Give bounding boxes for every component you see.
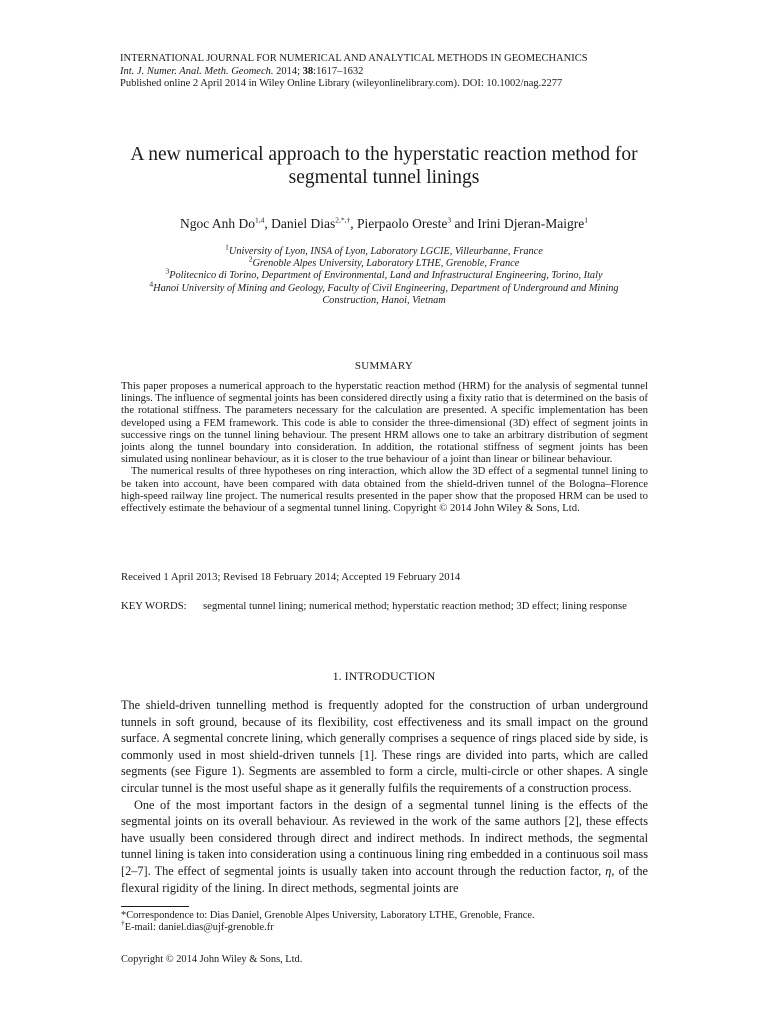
introduction-body	[121, 697, 648, 896]
publication-info: Published online 2 April 2014 in Wiley Online Library (wileyonlinelibrary.com). DOI: 10.1002/nag.2277	[120, 78, 563, 89]
abstract	[121, 380, 648, 514]
author-separator: ,	[350, 216, 358, 231]
author-name: Ngoc Anh Do	[180, 216, 256, 231]
affiliation	[84, 266, 684, 282]
copyright-notice: Copyright © 2014 John Wiley & Sons, Ltd.	[121, 954, 303, 965]
section-heading-introduction: 1. INTRODUCTION	[332, 669, 436, 683]
affiliation-text: Grenoble Alpes University, Laboratory LTHE, Grenoble, France	[252, 258, 520, 270]
journal-abbreviation: Int. J. Numer. Anal. Meth. Geomech.	[120, 65, 274, 77]
paper-title	[84, 143, 684, 189]
affiliation-text: Hanoi University of Mining and Geology, Faculty of Civil Engineering, Department of Underground and Mining	[153, 282, 619, 294]
summary-heading: SUMMARY	[354, 360, 414, 372]
body-paragraph	[121, 797, 648, 897]
citation-pages: :1617–1632	[313, 65, 364, 77]
author-name: Pierpaolo Oreste	[357, 216, 448, 231]
body-text: , of the flexural rigidity of the lining. In direct methods, segmental joints are	[121, 863, 648, 895]
author-name: Irini Djeran-Maigre	[477, 216, 585, 231]
title-line-1: A new numerical approach to the hyperstatic reaction method for	[130, 144, 638, 165]
citation-line	[120, 66, 588, 79]
affiliation-text: University of Lyon, INSA of Lyon, Laboratory LGCIE, Villeurbanne, France	[228, 246, 543, 257]
keywords-text: segmental tunnel lining; numerical method; hyperstatic reaction method; 3D effect; lining response	[203, 600, 627, 612]
footnotes	[121, 910, 535, 935]
body-paragraph: The shield-driven tunnelling method is frequently adopted for the construction of urban underground tunnels in soft ground, because of its flexibility, cost effectiveness and its small impact on the ground surface. A segmental concrete lining, which generally comprises a sequence of rings placed side by side, is commonly used in most shield-driven tunnels [1]. These rings are divided into parts, which are called segments (see Figure 1). Segments are assembled to form a circle, multi-circle or other shapes. A single circular tunnel is the most useful shape as it generally fulfils the requirements of a construction process.	[121, 698, 648, 795]
affiliation-mark: 3	[165, 266, 170, 276]
author-affiliation-mark: 1,4	[255, 215, 265, 225]
affiliation-mark: 1	[225, 242, 229, 252]
title-line-2: segmental tunnel linings	[288, 167, 480, 188]
dagger-mark: †	[121, 918, 125, 928]
keywords-label: KEY WORDS:	[121, 600, 187, 612]
abstract-paragraph: The numerical results of three hypotheses on ring interaction, which allow the 3D effect of a segmental tunnel lining to be taken into account, have been compared with data obtained from the shield-driven tunnel of the Bologna–Florence high-speed railway line project. The numerical results presented in the paper show that the proposed HRM can be used to effectively estimate the behaviour of a segmental tunnel lining. Copyright © 2014 John Wiley & Sons, Ltd.	[121, 465, 648, 515]
affiliation-mark: 2	[248, 254, 253, 264]
affiliation-text: Politecnico di Torino, Department of Environmental, Land and Infrastructural Engineering, Torino, Italy	[169, 270, 603, 282]
journal-header	[120, 53, 588, 91]
eta-symbol: η	[605, 863, 612, 878]
correspondence-footnote: *Correspondence to: Dias Daniel, Grenoble Alpes University, Laboratory LTHE, Grenoble, France.	[121, 910, 535, 921]
body-text: One of the most important factors in the design of a segmental tunnel lining is the effects of the segmental joints on its overall behaviour. As reviewed in the work of the same authors [2], these effects have usually been considered through direct and indirect methods. In indirect methods, the segmental tunnel lining is taken into consideration using a continuous lining ring embedded in a continuous soil mass [2–7]. The effect of segmental joints is usually taken into account through the reduction factor,	[121, 797, 648, 878]
author-name: Daniel Dias	[271, 216, 336, 231]
affiliation-continuation: Construction, Hanoi, Vietnam	[322, 294, 446, 306]
email-text: E-mail: daniel.dias@ujf-grenoble.fr	[124, 922, 274, 934]
affiliation	[84, 279, 684, 295]
affiliation-mark: 4	[149, 279, 154, 289]
affiliation	[84, 242, 684, 258]
abstract-paragraph: This paper proposes a numerical approach to the hyperstatic reaction method (HRM) for the analysis of segmental tunnel linings. The influence of segmental joints has been considered directly using a fixity ratio that is determined on the basis of the rotational stiffness. The parameters necessary for the calculation are presented. A specific implementation has been developed using a FEM framework. This code is able to consider the three-dimensional (3D) effect of segment joints in successive rings on the tunnel lining behaviour. The present HRM allows one to take an arbitrary distribution of segment joints along the tunnel boundary into consideration. In addition, the rotational stiffness of segment joints has been simulated using nonlinear behaviour, as it is closer to the true behaviour of a joint than linear or bilinear behaviour.	[121, 380, 648, 466]
author-separator: and	[451, 216, 478, 231]
author-separator: ,	[264, 216, 272, 231]
citation-volume: 38	[302, 65, 314, 77]
journal-name: INTERNATIONAL JOURNAL FOR NUMERICAL AND ANALYTICAL METHODS IN GEOMECHANICS	[120, 53, 588, 64]
author-affiliation-mark: 3	[447, 215, 452, 225]
author-affiliation-mark: 1	[584, 215, 588, 225]
affiliation-list	[84, 242, 684, 307]
author-affiliation-mark: 2,*,†	[335, 215, 351, 225]
affiliation	[84, 254, 684, 270]
citation-year: 2014;	[273, 65, 303, 77]
received-dates: Received 1 April 2013; Revised 18 February 2014; Accepted 19 February 2014	[121, 571, 461, 583]
author-list	[84, 216, 684, 232]
email-footnote	[121, 918, 535, 934]
footnote-rule	[121, 906, 189, 907]
